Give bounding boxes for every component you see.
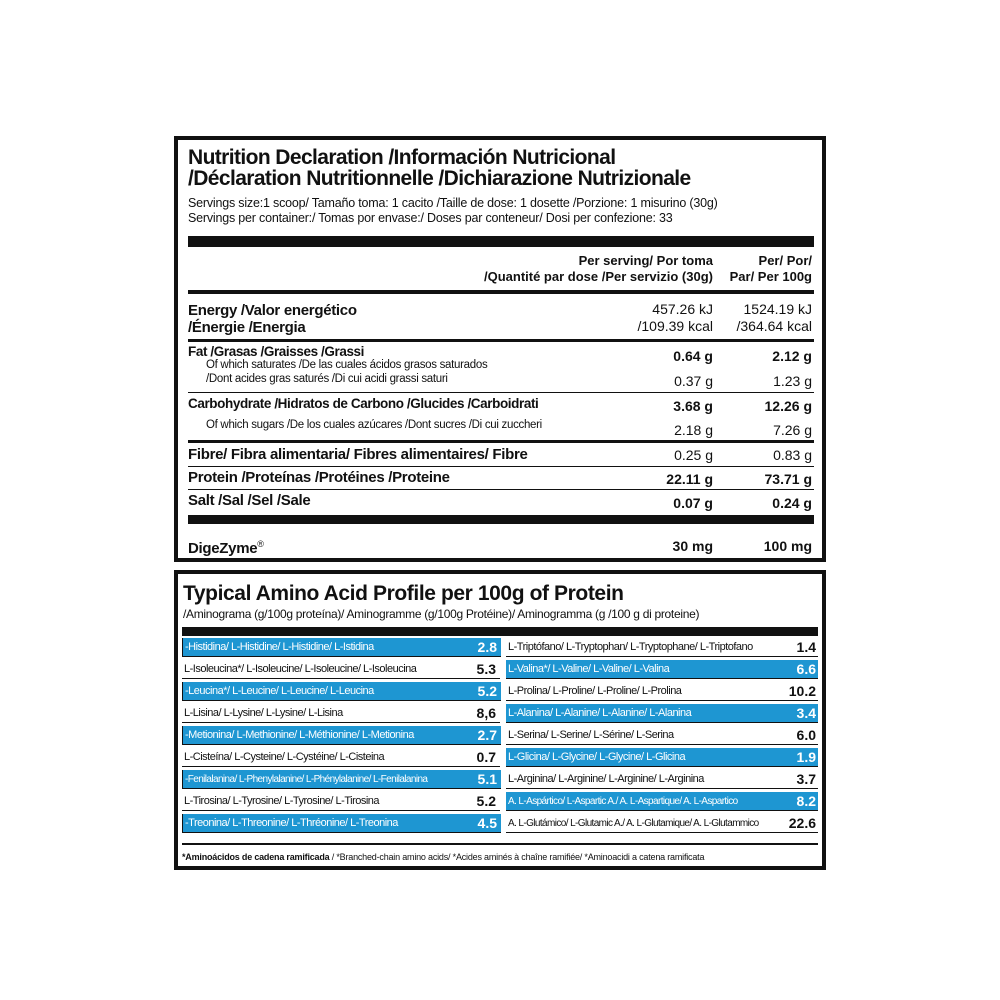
amino-acid-value: 5.2 bbox=[477, 683, 497, 699]
sugars-serving: 2.18 g bbox=[674, 422, 713, 438]
amino-acid-name: L-Arginina/ L-Arginine/ L-Arginine/ L-Arginina bbox=[508, 773, 704, 785]
amino-acid-name: L-Alanina/ L-Alanine/ L-Alanine/ L-Alanina bbox=[508, 707, 692, 719]
amino-acid-name: -Treonina/ L-Threonine/ L-Thréonine/ L-Treonina bbox=[185, 817, 398, 829]
amino-acid-value: 2.8 bbox=[477, 639, 497, 655]
energy-serving-kcal: /109.39 kcal bbox=[637, 318, 713, 334]
amino-acid-value: 8,6 bbox=[476, 705, 496, 721]
amino-acid-name: A. L-Glutámico/ L-Glutamic A./ A. L-Glutamique/ A. L-Glutammico bbox=[508, 818, 759, 829]
salt-per100: 0.24 g bbox=[772, 495, 812, 511]
protein-serving: 22.11 g bbox=[666, 471, 713, 487]
sugars-label: Of which sugars /De los cuales azúcares /Dont sucres /Di cui zuccheri bbox=[206, 419, 542, 431]
amino-cell-left bbox=[182, 682, 501, 701]
amino-acid-value: 0.7 bbox=[476, 749, 496, 765]
energy-serving-kj: 457.26 kJ bbox=[652, 301, 713, 317]
amino-acid-name: L-Cisteína/ L-Cysteine/ L-Cystéine/ L-Cisteina bbox=[184, 751, 385, 763]
amino-acid-value: 5.1 bbox=[477, 771, 497, 787]
amino-row bbox=[182, 814, 818, 834]
amino-acid-name: L-Lisina/ L-Lysine/ L-Lysine/ L-Lisina bbox=[184, 707, 343, 719]
salt-label: Salt /Sal /Sel /Sale bbox=[188, 492, 311, 509]
energy-rule bbox=[188, 339, 814, 342]
amino-cell-left bbox=[182, 770, 501, 789]
sugars-per100: 7.26 g bbox=[773, 422, 812, 438]
fibre-per100: 0.83 g bbox=[773, 447, 812, 463]
fibre-rule bbox=[188, 466, 814, 467]
salt-serving: 0.07 g bbox=[673, 495, 713, 511]
protein-per100: 73.71 g bbox=[764, 471, 812, 487]
amino-row bbox=[182, 682, 818, 702]
amino-acid-value: 10.2 bbox=[788, 683, 816, 699]
digezyme-label: DigeZyme® bbox=[188, 539, 264, 557]
amino-acid-profile-panel bbox=[174, 570, 826, 870]
energy-label-line1: Energy /Valor energético bbox=[188, 302, 357, 319]
carbohydrate-label: Carbohydrate /Hidratos de Carbono /Glucides /Carboidrati bbox=[188, 396, 539, 411]
registered-mark: ® bbox=[257, 539, 264, 549]
carbohydrate-serving: 3.68 g bbox=[673, 398, 713, 414]
amino-row bbox=[182, 770, 818, 790]
amino-row bbox=[182, 638, 818, 658]
carbohydrate-rule bbox=[188, 440, 814, 443]
amino-cell-right bbox=[506, 748, 818, 767]
per-serving-header-line1: Per serving/ Por toma bbox=[578, 253, 713, 268]
amino-acid-name: -Metionina/ L-Methionine/ L-Méthionine/ L-Metionina bbox=[185, 729, 414, 741]
amino-cell-right bbox=[506, 638, 818, 657]
amino-title: Typical Amino Acid Profile per 100g of Protein bbox=[183, 582, 624, 605]
per-serving-header-line2: /Quantité par dose /Per servizio (30g) bbox=[483, 269, 713, 284]
amino-acid-value: 6.6 bbox=[796, 661, 816, 677]
amino-cell-right bbox=[506, 814, 818, 833]
energy-label-line2: /Énergie /Energia bbox=[188, 319, 306, 336]
amino-acid-value: 22.6 bbox=[788, 815, 816, 831]
servings-per-container-text: Servings per container:/ Tomas por envase:/ Doses par conteneur/ Dosi per confezione: 33 bbox=[188, 211, 673, 225]
nutrition-title-line2: /Déclaration Nutritionnelle /Dichiarazione Nutrizionale bbox=[188, 167, 691, 190]
saturates-serving: 0.37 g bbox=[674, 373, 713, 389]
fat-label: Fat /Grasas /Graisses /Grassi bbox=[188, 344, 365, 359]
amino-cell-right bbox=[506, 770, 818, 789]
digezyme-per100: 100 mg bbox=[763, 538, 812, 554]
amino-cell-left bbox=[182, 726, 501, 745]
serving-size-text: Servings size:1 scoop/ Tamaño toma: 1 cacito /Taille de dose: 1 dosette /Porzione: 1 misurino (30g) bbox=[188, 196, 718, 210]
amino-acid-value: 3.4 bbox=[796, 705, 816, 721]
amino-cell-right bbox=[506, 682, 818, 701]
amino-cell-right bbox=[506, 726, 818, 745]
nutrition-title-line1: Nutrition Declaration /Información Nutricional bbox=[188, 146, 616, 169]
amino-cell-left bbox=[182, 704, 500, 723]
amino-bottom-rule bbox=[182, 843, 818, 845]
protein-label: Protein /Proteínas /Protéines /Proteine bbox=[188, 469, 450, 486]
saturates-per100: 1.23 g bbox=[773, 373, 812, 389]
amino-acid-name: -Histidina/ L-Histidine/ L-Histidine/ L-Istidina bbox=[185, 641, 374, 653]
protein-rule bbox=[188, 489, 814, 490]
fibre-serving: 0.25 g bbox=[674, 447, 713, 463]
amino-acid-name: L-Tirosina/ L-Tyrosine/ L-Tyrosine/ L-Tirosina bbox=[184, 795, 380, 807]
saturates-label-line1: Of which saturates /De las cuales ácidos grasos saturados bbox=[206, 359, 488, 371]
amino-acid-value: 5.2 bbox=[476, 793, 496, 809]
amino-cell-right bbox=[506, 660, 818, 679]
amino-cell-right bbox=[506, 792, 818, 811]
amino-footnote: *Aminoácidos de cadena ramificada / *Branched-chain amino acids/ *Acides aminés à chaîne ramifiée/ *Aminoacidi a catena ramificata bbox=[182, 852, 705, 862]
amino-cell-right bbox=[506, 704, 818, 723]
amino-acid-name: L-Serina/ L-Serine/ L-Sérine/ L-Serina bbox=[508, 729, 674, 741]
header-thick-band bbox=[188, 236, 814, 247]
amino-acid-value: 4.5 bbox=[477, 815, 497, 831]
amino-acid-value: 1.9 bbox=[796, 749, 816, 765]
amino-row bbox=[182, 748, 818, 768]
amino-row bbox=[182, 726, 818, 746]
per-100g-header-line1: Per/ Por/ bbox=[758, 253, 812, 268]
amino-row bbox=[182, 792, 818, 812]
salt-thick-band bbox=[188, 515, 814, 524]
fat-serving: 0.64 g bbox=[673, 348, 713, 364]
amino-acid-name: L-Valina*/ L-Valine/ L-Valine/ L-Valina bbox=[508, 663, 670, 675]
per-100g-header-line2: Par/ Per 100g bbox=[729, 269, 812, 284]
amino-acid-value: 8.2 bbox=[796, 793, 816, 809]
amino-row bbox=[182, 704, 818, 724]
energy-per100-kj: 1524.19 kJ bbox=[743, 301, 812, 317]
amino-acid-value: 5.3 bbox=[476, 661, 496, 677]
amino-cell-left bbox=[182, 660, 500, 679]
amino-acid-value: 1.4 bbox=[796, 639, 816, 655]
amino-row bbox=[182, 660, 818, 680]
nutrition-declaration-panel bbox=[174, 136, 826, 562]
amino-cell-left bbox=[182, 638, 501, 657]
amino-acid-name: L-Prolina/ L-Proline/ L-Proline/ L-Prolina bbox=[508, 685, 682, 697]
amino-thick-band bbox=[182, 627, 818, 636]
amino-cell-left bbox=[182, 748, 500, 767]
amino-cell-left bbox=[182, 792, 500, 811]
amino-acid-value: 2.7 bbox=[477, 727, 497, 743]
amino-cell-left bbox=[182, 814, 501, 833]
fat-per100: 2.12 g bbox=[772, 348, 812, 364]
fibre-label: Fibre/ Fibra alimentaria/ Fibres alimentaires/ Fibre bbox=[188, 446, 528, 463]
fat-rule bbox=[188, 392, 814, 393]
amino-acid-name: -Leucina*/ L-Leucine/ L-Leucine/ L-Leucina bbox=[185, 685, 374, 697]
saturates-label-line2: /Dont acides gras saturés /Di cui acidi grassi saturi bbox=[206, 373, 448, 385]
header-bottom-rule bbox=[188, 290, 814, 294]
carbohydrate-per100: 12.26 g bbox=[764, 398, 812, 414]
amino-subtitle: /Aminograma (g/100g proteína)/ Aminogramme (g/100g Protéine)/ Aminogramma (g /100 g di proteine) bbox=[183, 607, 700, 621]
digezyme-serving: 30 mg bbox=[672, 538, 713, 554]
amino-acid-name: L-Triptófano/ L-Tryptophan/ L-Tryptophane/ L-Triptofano bbox=[508, 641, 753, 653]
amino-acid-name: L-Isoleucina*/ L-Isoleucine/ L-Isoleucine/ L-Isoleucina bbox=[184, 663, 417, 675]
amino-acid-name: L-Glicina/ L-Glycine/ L-Glycine/ L-Glicina bbox=[508, 751, 686, 763]
amino-acid-value: 3.7 bbox=[796, 771, 816, 787]
amino-acid-value: 6.0 bbox=[796, 727, 816, 743]
amino-acid-name: -Fenilalanina/ L-Phenylalanine/ L-Phénylalanine/ L-Fenilalanina bbox=[185, 774, 428, 785]
amino-acid-name: A. L-Aspártico/ L-Aspartic A./ A. L-Aspartique/ A. L-Aspartico bbox=[508, 796, 738, 807]
energy-per100-kcal: /364.64 kcal bbox=[736, 318, 812, 334]
